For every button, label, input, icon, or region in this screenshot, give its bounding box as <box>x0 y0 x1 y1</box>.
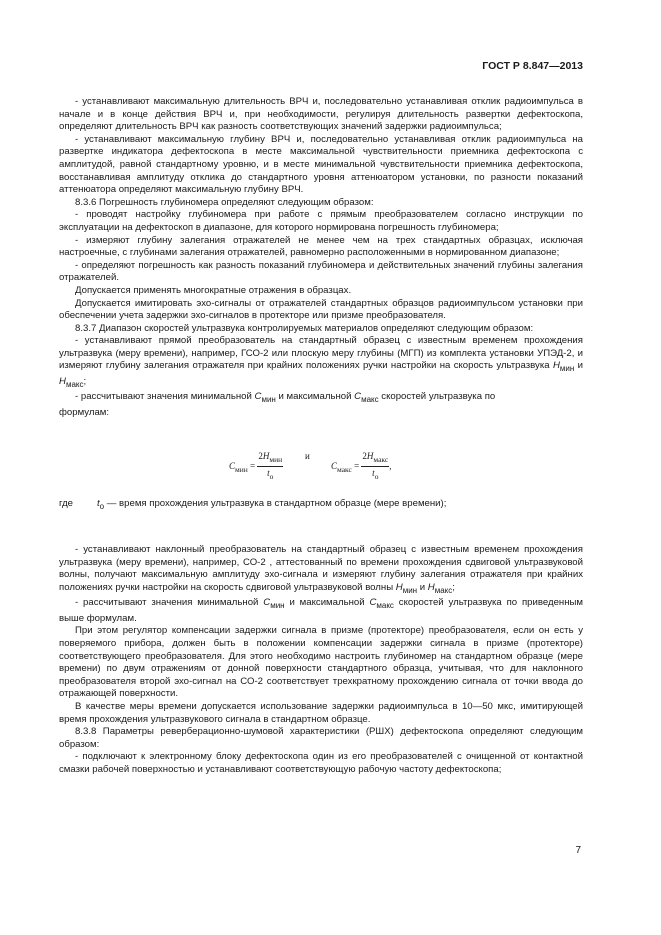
paragraph-text: - рассчитывают значения минимальной <box>75 391 252 403</box>
paragraph <box>59 391 583 407</box>
equals-sign: = <box>354 460 360 471</box>
speeds-text: скоростей ультразвука по <box>378 391 496 403</box>
paragraph-text: - рассчитывают значения минимальной <box>75 597 259 609</box>
formula-block <box>59 420 583 498</box>
paragraph: 8.3.8 Параметры реверберационно-шумовой характеристики (РШХ) дефектоскопа определяют следующим образом: <box>59 726 583 750</box>
var-h: H <box>395 581 403 593</box>
standard-header: ГОСТ Р 8.847—2013 <box>482 60 583 72</box>
formula-cmin <box>229 450 283 484</box>
paragraph: - проводят настройку глубиномера при работе с прямым преобразователем согласно инструкции по эксплуатации на дефектоскоп в диапазоне, для которого нормирована погрешность глубиномера; <box>59 209 583 233</box>
and-word: и <box>417 581 428 593</box>
paragraph: 8.3.7 Диапазон скоростей ультразвука контролируемых материалов определяют следующим образом: <box>75 322 534 334</box>
paragraph: - измеряют глубину залегания отражателей не менее чем на трех стандартных образцах, исключая настроечные, с глубинами залегания отражателей, равномерно расположенными в нормированном диапазоне; <box>59 234 583 259</box>
var-h: H <box>366 450 374 461</box>
sub-min: мин <box>269 454 283 464</box>
sub-min: мин <box>402 585 418 595</box>
numerator <box>361 450 389 467</box>
sub-max: макс <box>337 464 352 474</box>
two: 2 <box>258 450 263 461</box>
page-number: 7 <box>575 845 581 856</box>
two: 2 <box>362 450 367 461</box>
paragraph: Допускается применять многократные отражения в образцах. <box>75 284 352 296</box>
var-t: t <box>372 467 375 478</box>
paragraph: Допускается имитировать эхо-сигналы от отражателей стандартных образцов радиоимпульсом установки при обеспечении учета задержки эхо-сигналов в протекторе или призме преобразователя. <box>59 297 583 322</box>
denominator <box>361 467 389 483</box>
sub-min: мин <box>235 464 248 474</box>
sub-o: о <box>269 471 274 481</box>
sub-max: макс <box>376 601 394 611</box>
where-clause <box>59 498 583 514</box>
paragraph: - подключают к электронному блоку дефектоскопа один из его преобразователей с очищенной от контактной смазки рабочей поверхностью и устанавливают соответствующую рабочую частоту дефектоскопа; <box>59 751 583 775</box>
numerator <box>257 450 283 467</box>
var-c: C <box>331 460 338 471</box>
paragraph: формулам: <box>59 406 110 418</box>
semicolon: ; <box>452 581 455 593</box>
paragraph: 8.3.6 Погрешность глубиномера определяют следующим образом: <box>75 196 374 208</box>
var-h: H <box>427 581 435 593</box>
var-h: H <box>59 375 66 387</box>
sub-o: о <box>99 501 105 511</box>
paragraph: При этом регулятор компенсации задержки сигнала в призме (протекторе) преобразователя, если он есть у поверяемого прибора, должен быть в положении компенсации задержки сигнала в призме (протекторе) соответствующего преобразователя. Для этого необходимо настроить глубиномер на стандартном образце (мере времени) по двум отражениям от донной поверхности стандартного образца, учитывая, что для наклонного преобразователя второй эхо-сигнал на СО-2 соответствует трехкратному прохождению сигнала от точки ввода до отражающей поверхности. <box>59 625 583 700</box>
paragraph-text: скоростей ультразвука по приведенным выше формулам. <box>59 597 583 624</box>
equals-sign: = <box>250 460 256 471</box>
var-c: C <box>229 460 236 471</box>
sub-max: макс <box>65 379 84 389</box>
and-max-word: и максимальной <box>275 391 355 403</box>
sub-min: мин <box>261 395 276 405</box>
paragraph: - устанавливают максимальную длительность ВРЧ и, последовательно устанавливая отклик радиоимпульса в начале и в конце действия ВРЧ и, при необходимости, регулируя длительность развертки дефектоскопа, определяют длительность ВРЧ как разность соответствующих значений задержки радиоимпульса; <box>59 96 583 133</box>
paragraph: - устанавливают максимальную глубину ВРЧ и, последовательно устанавливая отклик радиоимпульса на развертке индикатора дефектоскопа в месте максимальной чувствительности приемника дефектоскопа с амплитудой, равной стандартному уровню, и в месте минимальной чувствительности приемника дефектоскопа, восстанавливая амплитуду отклика до стандартного уровня аттенюатором установки, по разности показаний аттенюатора определяют максимальную глубину ВРЧ. <box>59 133 583 196</box>
sub-o: о <box>374 471 379 481</box>
var-t: t <box>267 467 270 478</box>
sub-max: макс <box>361 395 379 405</box>
paragraph <box>59 335 583 391</box>
document-body <box>59 96 583 777</box>
var-c: C <box>263 597 271 609</box>
semicolon: ; <box>83 375 87 387</box>
where-text: — время прохождения ультразвука в стандартном образце (мере времени); <box>106 497 447 509</box>
sub-max: макс <box>373 454 389 464</box>
sub-max: макс <box>434 585 453 595</box>
and-max-word: и максимальной <box>284 597 370 609</box>
denominator <box>257 467 283 483</box>
paragraph <box>59 597 583 625</box>
fraction <box>257 450 283 484</box>
formula-and: и <box>305 450 310 461</box>
var-c: C <box>254 391 262 403</box>
paragraph-text: - устанавливают прямой преобразователь на стандартный образец с известным временем прохождения ультразвука (меру времени), например, ГСО-2 или плоскую меру глубины (МГП) из комплекта установки УПЭД-2, и измеряют глубину залегания отражателя при крайних положениях ручки настройки на скорость ультразвука <box>59 335 583 372</box>
var-h: H <box>552 360 560 372</box>
where-definition <box>97 498 446 514</box>
var-h: H <box>262 450 270 461</box>
and-word: и <box>574 360 584 372</box>
paragraph-text: - устанавливают наклонный преобразователь на стандартный образец с известным временем прохождения ультразвука (меру времени), например, СО-2 , аттестованный по времени прохождения сдвиговой ультразвуковой волны, получают максимальную амплитуду эхо-сигнала и измеряют глубину залегания отражателя при крайних положениях ручки настройки на скорость сдвиговой ультразвуковой волны <box>59 544 583 593</box>
where-label: где <box>59 497 74 509</box>
paragraph <box>59 544 583 597</box>
comma: , <box>389 460 392 471</box>
fraction <box>361 450 392 484</box>
sub-min: мин <box>559 364 575 374</box>
var-t: t <box>97 497 100 509</box>
sub-min: мин <box>270 601 285 611</box>
paragraph: - определяют погрешность как разность показаний глубиномера и действительных значений глубины залегания отражателей. <box>59 259 583 284</box>
var-c: C <box>369 597 377 609</box>
paragraph: В качестве меры времени допускается использование задержки радиоимпульса в 10—50 мкс, имитирующей время прохождения ультразвукового сигнала в стандартном образце. <box>59 701 583 725</box>
var-c: C <box>354 391 362 403</box>
formula-cmax <box>331 450 391 484</box>
